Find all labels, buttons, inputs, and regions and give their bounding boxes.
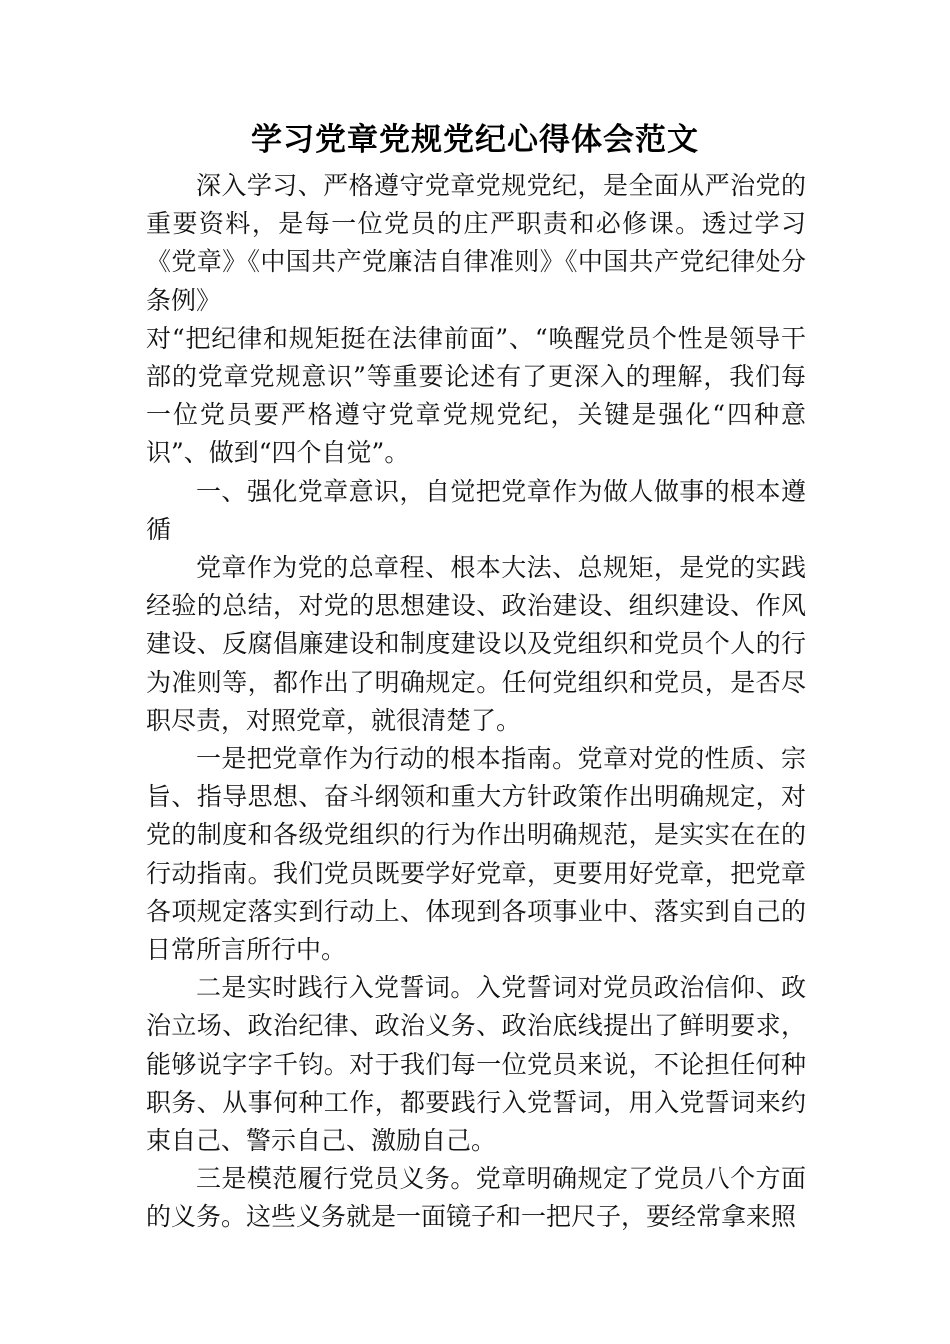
document-body [146, 167, 806, 1237]
paragraph-intro: 深入学习、严格遵守党章党规党纪，是全面从严治党的重要资料，是每一位党员的庄严职责和必修课。透过学习《党章》《中国共产党廉洁自律准则》《中国共产党纪律处分条例》 [146, 171, 806, 315]
paragraph-point-1: 一是把党章作为行动的根本指南。党章对党的性质、宗旨、指导思想、奋斗纲领和重大方针政策作出明确规定，对党的制度和各级党组织的行为作出明确规范，是实实在在的行动指南。我们党员既要学好党章，更要用好党章，把党章各项规定落实到行动上、体现到各项事业中、落实到自己的日常所言所行中。 [146, 744, 806, 965]
section-heading-1: 一、强化党章意识，自觉把党章作为做人做事的根本遵循 [146, 476, 806, 544]
document-title: 学习党章党规党纪心得体会范文 [251, 122, 699, 158]
paragraph-intro-continued: 对“把纪律和规矩挺在法律前面”、“唤醒党员个性是领导干部的党章党规意识”等重要论述有了更深入的理解，我们每一位党员要严格遵守党章党规党纪，关键是强化“四种意识”、做到“四个自觉”。 [146, 323, 806, 468]
paragraph-point-2: 二是实时践行入党誓词。入党誓词对党员政治信仰、政治立场、政治纪律、政治义务、政治底线提出了鲜明要求，能够说字字千钧。对于我们每一位党员来说，不论担任何种职务、从事何种工作，都要践行入党誓词，用入党誓词来约束自己、警示自己、激励自己。 [146, 973, 806, 1156]
paragraph-party-constitution: 党章作为党的总章程、根本大法、总规矩，是党的实践经验的总结，对党的思想建设、政治建设、组织建设、作风建设、反腐倡廉建设和制度建设以及党组织和党员个人的行为准则等，都作出了明确规定。任何党组织和党员，是否尽职尽责，对照党章，就很清楚了。 [146, 553, 806, 735]
paragraph-point-3: 三是模范履行党员义务。党章明确规定了党员八个方面的义务。这些义务就是一面镜子和一把尺子，要经常拿来照 [146, 1164, 806, 1232]
